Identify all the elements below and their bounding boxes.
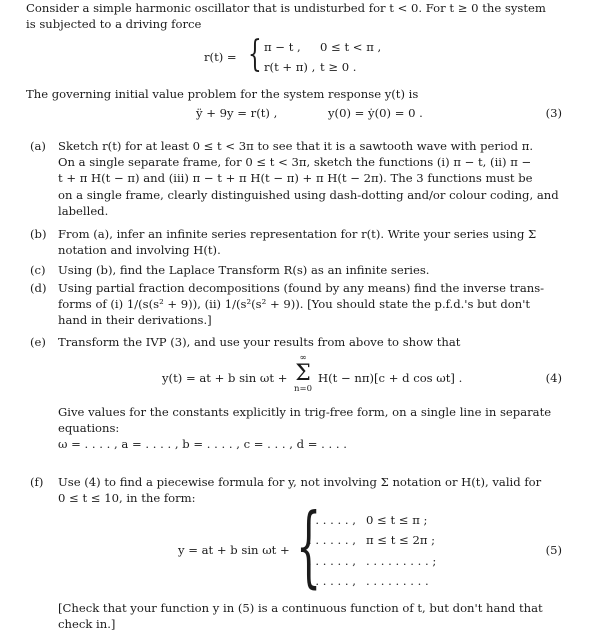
piecewise-row-cond: . . . . . . . . . ;: [366, 554, 437, 568]
check-line: check in.]: [58, 617, 116, 632]
forcing-case1-cond: 0 ≤ t < π ,: [320, 40, 382, 54]
series-lhs: y(t) = at + b sin ωt +: [162, 371, 288, 385]
part-b-line: From (a), infer an infinite series representation for r(t). Write your series using Σ: [58, 227, 537, 241]
part-label: (b): [30, 227, 47, 241]
part-e-line: Give values for the constants explicitly in trig-free form, on a single line in separate: [58, 405, 552, 419]
part-a-line: t + π H(t − π) and (iii) π − t + π H(t − π) + π H(t − 2π). The 3 functions must be: [58, 171, 533, 186]
forcing-brace: {: [248, 34, 262, 75]
piecewise-row-expr: . . . . . . ,: [308, 513, 356, 527]
part-a-line: on a single frame, clearly distinguished using dash-dotting and/or colour coding, and: [58, 187, 559, 202]
intro-line: Consider a simple harmonic oscillator that is undisturbed for t < 0. For t ≥ 0 the system: [26, 1, 546, 15]
ivp-ics: y(0) = ẏ(0) = 0 .: [328, 106, 423, 120]
part-c-line: Using (b), find the Laplace Transform R(s) as an infinite series.: [58, 263, 430, 277]
constants-line: ω = . . . . , a = . . . . , b = . . . . , c = . . . , d = . . . .: [58, 437, 347, 452]
sum-lower-limit: n=0: [293, 384, 312, 394]
part-a-line: On a single separate frame, for 0 ≤ t < 3π, sketch the functions (i) π − t, (ii) π −: [58, 155, 532, 170]
ivp-intro: The governing initial value problem for the system response y(t) is: [26, 87, 419, 101]
sum-operator: [292, 354, 314, 394]
part-b-line: notation and involving H(t).: [58, 243, 221, 258]
intro-line: is subjected to a driving force: [26, 17, 202, 32]
check-line: [Check that your function y in (5) is a continuous function of t, but don't hand that: [58, 601, 543, 615]
ivp-ode: ÿ + 9y = r(t) ,: [196, 106, 278, 120]
sum-upper-limit: ∞: [299, 353, 307, 363]
ivp-equation: [0, 105, 592, 123]
part-f-line: 0 ≤ t ≤ 10, in the form:: [58, 491, 196, 506]
forcing-case1-expr: π − t ,: [264, 40, 301, 54]
forcing-case2-expr: r(t + π) ,: [264, 60, 316, 74]
part-a-line: labelled.: [58, 203, 109, 218]
piecewise-row-cond: π ≤ t ≤ 2π ;: [366, 533, 436, 547]
ivp-number: (3): [545, 106, 562, 120]
series-number: (4): [545, 371, 562, 385]
part-e-continued: [30, 404, 562, 453]
part-f-line: Use (4) to find a piecewise formula for y, not involving Σ notation or H(t), valid for: [58, 475, 542, 489]
piecewise-row-expr: . . . . . . ,: [308, 574, 356, 588]
piecewise-row-expr: . . . . . . ,: [308, 554, 356, 568]
part-label: (e): [30, 335, 46, 349]
forcing-equation: [0, 36, 592, 80]
part-label: (f): [30, 475, 44, 489]
part-d-line: Using partial fraction decompositions (found by any means) find the inverse trans-: [58, 281, 545, 295]
part-e-line: equations:: [58, 421, 120, 436]
part-e-line: Transform the IVP (3), and use your results from above to show that: [58, 335, 461, 349]
piecewise-brace: {: [296, 494, 322, 597]
part-label: (c): [30, 263, 46, 277]
forcing-case2-cond: t ≥ 0 .: [320, 60, 357, 74]
sigma-symbol: Σ: [295, 361, 311, 386]
piecewise-row-cond: 0 ≤ t ≤ π ;: [366, 513, 428, 527]
part-d: [30, 280, 562, 329]
series-rhs: H(t − nπ)[c + d cos ωt] .: [318, 371, 463, 385]
intro-paragraph: [26, 0, 566, 32]
part-d-line: forms of (i) 1/(s(s² + 9)), (ii) 1/(s²(s² + 9)). [You should state the p.f.d.'s but don't: [58, 297, 531, 312]
piecewise-row-cond: . . . . . . . . .: [366, 574, 429, 588]
piecewise-row-expr: . . . . . . ,: [308, 533, 356, 547]
part-c: [30, 262, 562, 278]
part-b: [30, 226, 562, 258]
piecewise-number: (5): [545, 543, 562, 557]
part-a-line: Sketch r(t) for at least 0 ≤ t < 3π to see that it is a sawtooth wave with period π.: [58, 139, 534, 153]
piecewise-lhs: y = at + b sin ωt +: [178, 543, 290, 557]
part-label: (a): [30, 139, 46, 153]
part-a: [30, 138, 562, 219]
forcing-lhs: r(t) =: [204, 50, 237, 64]
check-note: [30, 600, 562, 632]
part-e: [30, 334, 562, 350]
series-equation: [0, 352, 592, 400]
part-d-line: hand in their derivations.]: [58, 313, 212, 328]
part-label: (d): [30, 281, 47, 295]
